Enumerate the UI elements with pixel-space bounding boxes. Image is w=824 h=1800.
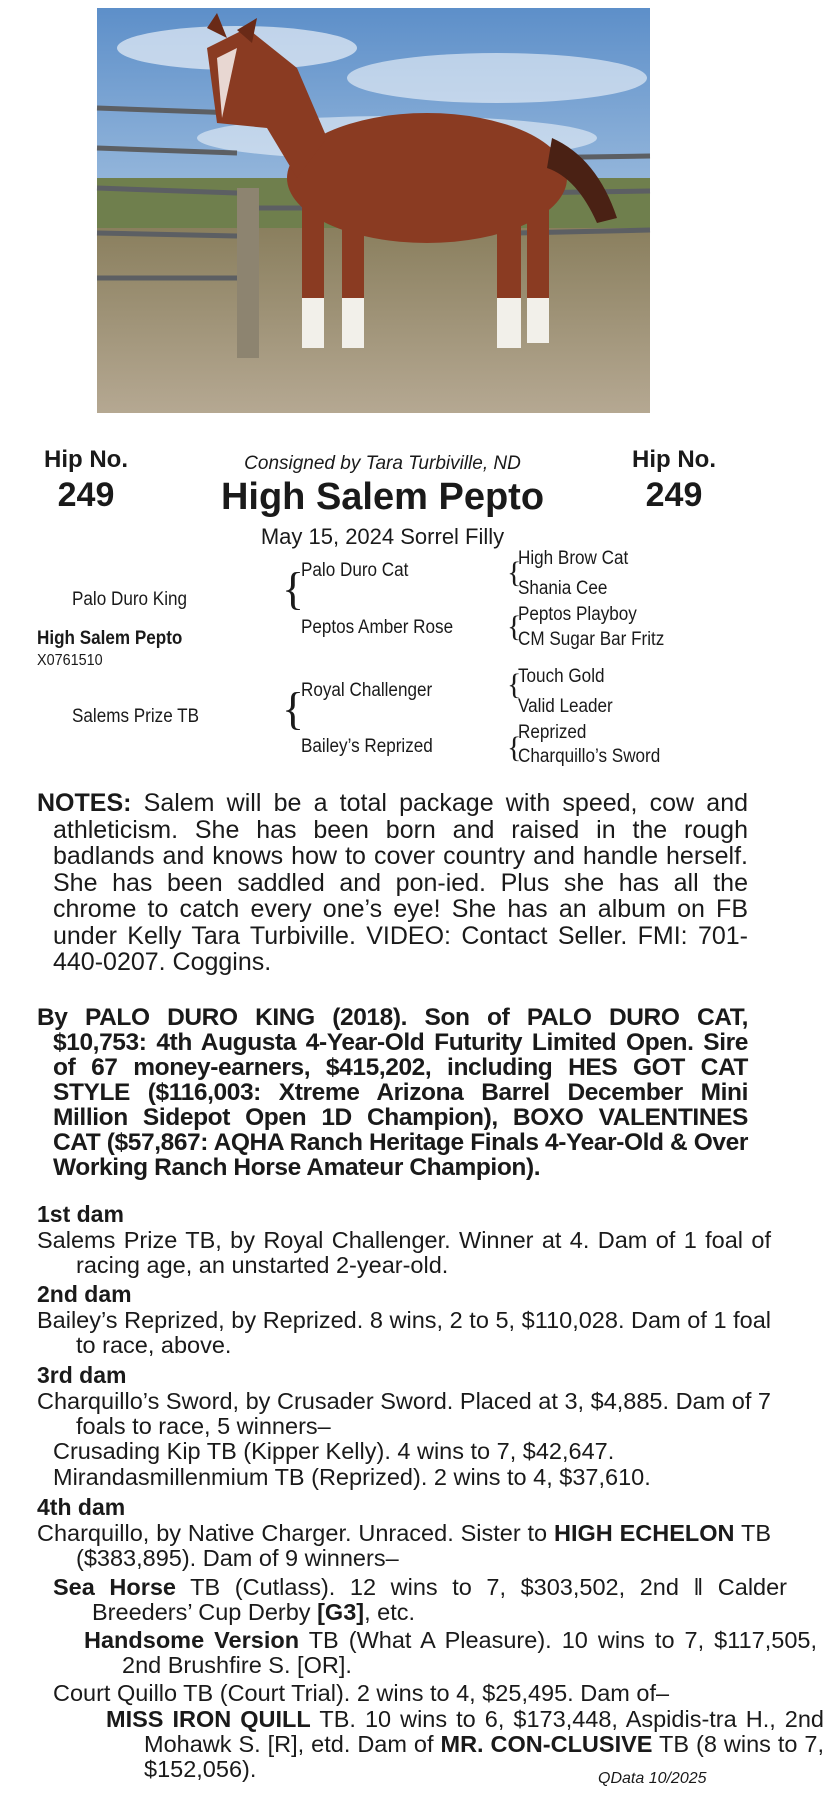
pedigree-g-ds-d: Valid Leader xyxy=(518,696,613,717)
pedigree-subject: High Salem Pepto xyxy=(37,628,183,649)
produce-race: Calder Breeders’ Cup Derby xyxy=(92,1574,788,1625)
third-dam-text: Charquillo’s Sword, by Crusader Sword. Placed at 3, $4,885. Dam of 7 foals to race, 5 winners– xyxy=(37,1388,771,1439)
pedigree-g-sd-s: Peptos Playboy xyxy=(518,604,637,625)
pedigree-g-ss-s: High Brow Cat xyxy=(518,548,629,569)
pedigree-g-dd-d: Charquillo’s Sword xyxy=(518,746,661,767)
pedigree-brace: { xyxy=(507,731,522,764)
produce-name: MISS IRON QUILL xyxy=(106,1706,311,1732)
pedigree-sire: Palo Duro King xyxy=(72,589,188,610)
horse-photo xyxy=(97,8,650,413)
pedigree-brace: { xyxy=(507,610,522,643)
footer-qdata: QData 10/2025 xyxy=(598,1770,707,1787)
foaling-info: May 15, 2024 Sorrel Filly xyxy=(260,524,505,549)
pedigree-brace: { xyxy=(282,563,305,614)
fourth-dam-produce-2 xyxy=(37,1628,817,1678)
pedigree-sire-sire: Palo Duro Cat xyxy=(301,560,409,581)
hip-number-left xyxy=(26,446,146,515)
produce-grade: [G3] xyxy=(317,1599,365,1625)
fourth-dam-text xyxy=(37,1521,771,1571)
produce-name: Handsome Version xyxy=(84,1627,300,1653)
fourth-dam-text-a: Charquillo, by Native Charger. Unraced. Sister to xyxy=(37,1520,548,1546)
pedigree-brace: { xyxy=(282,683,305,734)
third-dam-heading: 3rd dam xyxy=(37,1362,127,1388)
produce-text: TB (Cutlass). 12 wins to 7, $303,502, 2nd xyxy=(190,1574,679,1600)
pedigree-registration: X0761510 xyxy=(37,652,103,669)
notes-text: Salem will be a total package with speed, cow and athleticism. She has been born and raised in the rough badlands and knows how to cover country and handle herself. She has been saddled and pon-ied. Plus she has all the chrome to catch every one’s eye! She has an album on FB under Kelly Tara Turbiville. VIDEO: Contact Seller. FMI: 701-440-0207. Coggins. xyxy=(53,789,748,976)
notes-label: NOTES: xyxy=(37,789,132,817)
hip-label: Hip No. xyxy=(632,446,716,473)
produce-etc: , etc. xyxy=(364,1599,416,1625)
hip-label: Hip No. xyxy=(44,446,128,473)
pedigree-g-ss-d: Shania Cee xyxy=(518,578,608,599)
pedigree-sire-dam: Peptos Amber Rose xyxy=(301,617,454,638)
fourth-dam-sibling: HIGH ECHELON xyxy=(554,1520,735,1546)
pedigree-brace: { xyxy=(507,668,522,701)
produce-name: Sea Horse xyxy=(53,1574,177,1600)
produce-text: TB. 10 wins to 6, $173,448, Aspidis-tra H., 2nd Mohawk S. [R], etd. Dam of xyxy=(144,1706,824,1757)
pedigree-dam-dam: Bailey’s Reprized xyxy=(301,736,433,757)
hip-number-right xyxy=(614,446,734,515)
produce-name: MR. CON-CLUSIVE xyxy=(440,1731,653,1757)
third-dam-produce-2: Mirandasmillenmium TB (Reprized). 2 wins to 4, $37,610. xyxy=(53,1464,651,1490)
produce-text: TB (What A Pleasure). 10 wins to 7, $117,505, 2nd Brushfire S. [OR]. xyxy=(122,1627,817,1678)
pedigree-g-ds-s: Touch Gold xyxy=(518,666,605,687)
hip-number: 249 xyxy=(57,476,115,514)
horse-name: High Salem Pepto xyxy=(220,476,545,518)
pedigree-dam: Salems Prize TB xyxy=(72,706,200,727)
consignor: Consigned by Tara Turbiville, ND xyxy=(244,453,521,474)
fourth-dam-produce-3: Court Quillo TB (Court Trial). 2 wins to 4, $25,495. Dam of– xyxy=(53,1680,670,1706)
pedigree-brace: { xyxy=(507,556,522,589)
sire-paragraph: By PALO DURO KING (2018). Son of PALO DURO CAT, $10,753: 4th Augusta 4-Year-Old Futurity Limited Open. Sire of 67 money-earners, $415,202, including HES GOT CAT STYLE ($116,003: Xtreme Arizona Barrel December Mini Million Sidepot Open 1D Champion), BOXO VALENTINES CAT ($57,867: AQHA Ranch Heritage Finals 4-Year-Old & Over Working Ranch Horse Amateur Champion). xyxy=(37,1004,748,1181)
second-dam-heading: 2nd dam xyxy=(37,1281,132,1307)
second-dam-text: Bailey’s Reprized, by Reprized. 8 wins, 2 to 5, $110,028. Dam of 1 foal to race, above. xyxy=(37,1307,771,1358)
pedigree-dam-sire: Royal Challenger xyxy=(301,680,433,701)
first-dam-text: Salems Prize TB, by Royal Challenger. Winner at 4. Dam of 1 foal of racing age, an unstarted 2-year-old. xyxy=(37,1227,771,1278)
fourth-dam-text-c: TB ($383,895). Dam of 9 winners– xyxy=(76,1520,771,1571)
hip-number: 249 xyxy=(645,476,703,514)
pedigree-g-sd-d: CM Sugar Bar Fritz xyxy=(518,629,665,650)
pedigree-g-dd-s: Reprized xyxy=(518,722,587,743)
notes xyxy=(37,790,748,976)
first-dam-heading: 1st dam xyxy=(37,1201,124,1227)
fourth-dam-heading: 4th dam xyxy=(37,1494,126,1520)
fourth-dam-produce-1: Sea Horse TB (Cutlass). 12 wins to 7, $303,502, 2nd ‖ Calder Breeders’ Cup Derby [G3], etc. xyxy=(53,1574,788,1625)
third-dam-produce-1: Crusading Kip TB (Kipper Kelly). 4 wins to 7, $42,647. xyxy=(53,1438,615,1464)
produce-text: TB (8 wins to 7, $152,056). xyxy=(144,1731,824,1782)
